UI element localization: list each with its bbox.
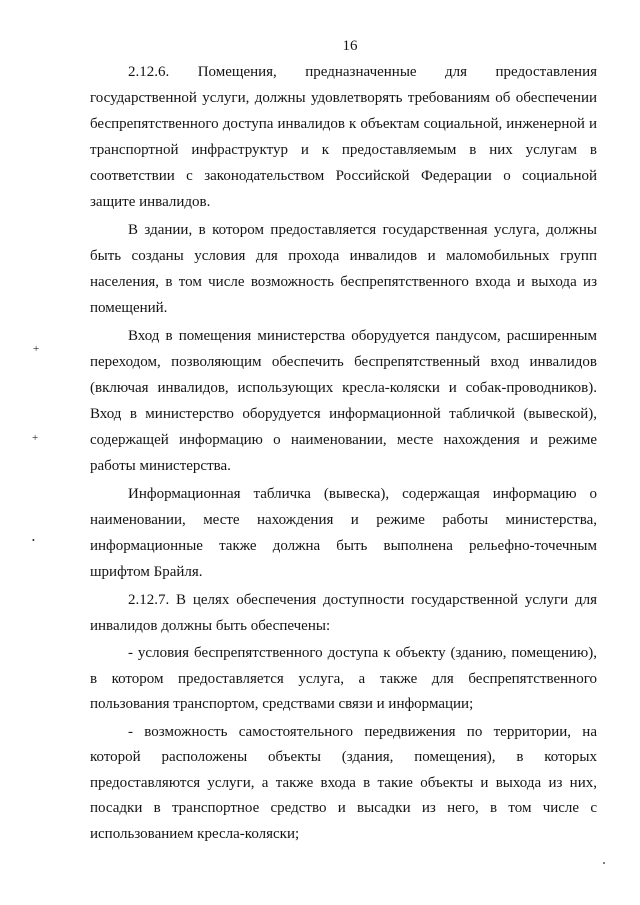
paragraph-entrance: Вход в помещения министерства оборудуется пандусом, расширенным переходом, позволяющим обеспечить беспрепятственный вход инвалидов (включая инвалидов, использующих кресла-коляски и собак-проводников). Вход в министерство оборудуется информационной табличкой (вывеской), содержащей информацию о наименовании, месте нахождения и режиме работы министерства. [90,328,597,474]
paragraph-2-12-6: 2.12.6. Помещения, предназначенные для предоставления государственной услуги, должны удовлетворять требованиям об обеспечении беспрепятственного доступа инвалидов к объектам социальной, инженерной и транспортной инфраструктур и к предоставляемым в них услугам в соответствии с законодательством Российской Федерации о социальной защите инвалидов. [90,64,597,210]
paragraph-building-conditions: В здании, в котором предоставляется государственная услуга, должны быть созданы условия для прохода инвалидов и маломобильных групп населения, в том числе возможность беспрепятственного входа и выхода из помещений. [90,222,597,316]
list-item-movement: - возможность самостоятельного передвижения по территории, на которой расположены объекты (здания, помещения), в которых предоставляются услуги, а также входа в такие объекты и выхода из них, посадки в транспортное средство и высадки из него, в том числе с использованием кресла-коляски; [90,723,597,842]
list-item-access-conditions: - условия беспрепятственного доступа к объекту (зданию, помещению), в котором предоставляется услуга, а также для беспрепятственного пользования транспортом, средствами связи и информации; [90,645,597,712]
margin-mark: + [32,432,39,444]
paragraph-information-sign: Информационная табличка (вывеска), содержащая информацию о наименовании, месте нахождения и режиме работы министерства, информационные также должна быть выполнена рельефно-точечным шрифтом Брайля. [90,486,597,580]
document-body [90,59,597,849]
paragraph-2-12-7: 2.12.7. В целях обеспечения доступности государственной услуги для инвалидов должны быть обеспечены: [90,592,597,634]
margin-mark: + [33,343,40,355]
margin-mark: • [32,536,35,545]
scan-speck [603,862,605,864]
page-number: 16 [342,38,358,54]
